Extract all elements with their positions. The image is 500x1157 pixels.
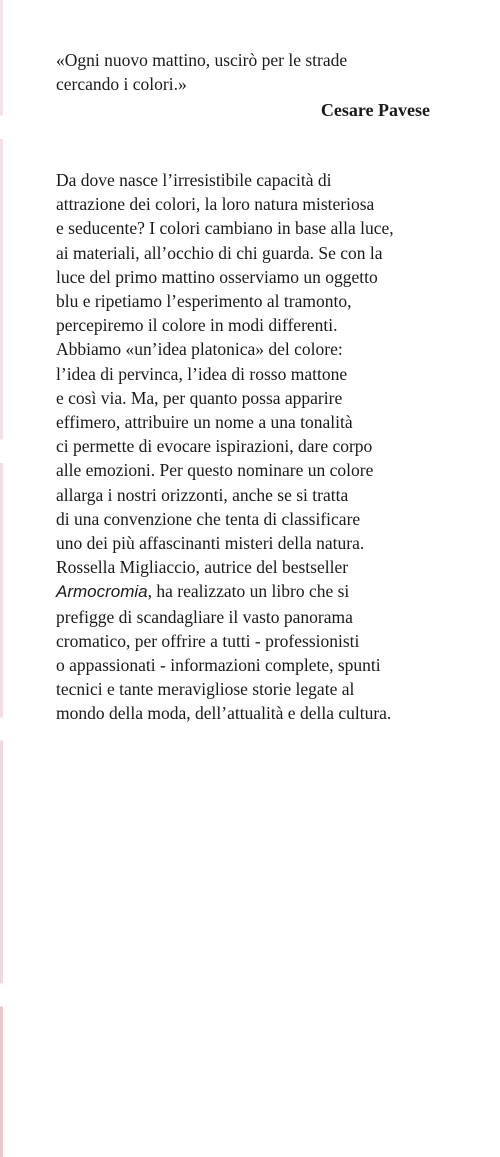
- body-line: effimero, attribuire un nome a una tonalità: [56, 412, 353, 433]
- body-text: [56, 168, 476, 726]
- body-line: mondo della moda, dell’attualità e della cultura.: [56, 703, 392, 724]
- body-line: uno dei più affascinanti misteri della natura.: [56, 533, 365, 554]
- body-line: o appassionati - informazioni complete, spunti: [56, 655, 381, 676]
- body-line: Rossella Migliaccio, autrice del bestseller: [56, 557, 349, 578]
- epigraph-author: Cesare Pavese: [320, 100, 430, 120]
- book-title: Armocromia: [56, 582, 148, 602]
- body-line: prefigge di scandagliare il vasto panorama: [56, 606, 353, 627]
- body-line: ai materiali, all’occhio di chi guarda. Se con la: [56, 242, 383, 263]
- body-line: luce del primo mattino osserviamo un oggetto: [56, 266, 378, 287]
- epigraph: [56, 48, 436, 122]
- page-edge-strip: [0, 0, 3, 1157]
- epigraph-quote-line: «Ogni nuovo mattino, uscirò per le strade: [56, 50, 348, 70]
- body-line: e così via. Ma, per quanto possa apparire: [56, 387, 343, 408]
- body-line: blu e ripetiamo l’esperimento al tramonto,: [56, 291, 352, 312]
- body-line: e seducente? I colori cambiano in base alla luce,: [56, 218, 394, 239]
- body-line: attrazione dei colori, la loro natura misteriosa: [56, 194, 375, 215]
- body-line: alle emozioni. Per questo nominare un colore: [56, 460, 374, 481]
- body-line: ci permette di evocare ispirazioni, dare corpo: [56, 436, 373, 457]
- body-line: Abbiamo «un’idea platonica» del colore:: [56, 339, 343, 360]
- book-title-line-rest: , ha realizzato un libro che si: [147, 581, 350, 602]
- body-line: di una convenzione che tenta di classificare: [56, 508, 361, 529]
- body-line: tecnici e tante meravigliose storie legate al: [56, 679, 355, 700]
- epigraph-quote-line: cercando i colori.»: [56, 74, 187, 94]
- body-line-book-title: [56, 579, 476, 604]
- body-line: percepiremo il colore in modi differenti.: [56, 315, 338, 336]
- body-line: l’idea di pervinca, l’idea di rosso mattone: [56, 363, 348, 384]
- body-line: cromatico, per offrire a tutti - professionisti: [56, 630, 360, 651]
- body-line: allarga i nostri orizzonti, anche se si tratta: [56, 484, 349, 505]
- body-line: Da dove nasce l’irresistibile capacità di: [56, 170, 332, 190]
